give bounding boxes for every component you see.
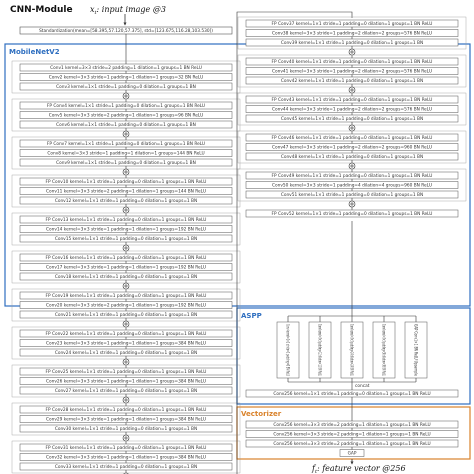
left-layer: Conv3 kernel=1×1 stride=1 padding=0 dilation=1 groups=1 BN (56, 85, 196, 90)
left-layer: Conv2 kernel=3×3 stride=1 padding=1 dilation=1 groups=32 BN ReLU (48, 75, 204, 81)
left-layer: Conv27 kernel=1×1 stride=1 padding=0 dilation=1 groups=1 BN (54, 389, 198, 394)
aspp-branch-label: Conv kernel=3×3 padding=24 dilation=24 BN ReLU (348, 324, 354, 437)
left-layer: Conv12 kernel=1×1 stride=1 padding=0 dilation=1 groups=1 BN (54, 199, 198, 204)
left-layer: Conv18 kernel=1×1 stride=1 padding=0 dilation=1 groups=1 BN (54, 275, 198, 280)
aspp-branch-label: Conv kernel=1×1 stride=1 padding=0 BN ReLU (284, 324, 290, 427)
left-layer: FP Conv13 kernel=1×1 stride=1 padding=0 dilation=1 groups=1 BN ReLU (45, 218, 207, 223)
vectorizer-label: Vectorizer (241, 410, 282, 418)
right-layer: Conv41 kernel=3×3 stride=1 padding=2 dilation=2 groups=576 BN ReLU (272, 69, 432, 75)
right-column-layers (238, 17, 466, 217)
right-layer: FP Conv37 kernel=1×1 stride=1 padding=0 dilation=1 groups=1 BN ReLU (271, 22, 433, 27)
right-layer: Conv45 kernel=1×1 stride=1 padding=0 dilation=1 groups=1 BN (280, 117, 424, 122)
left-layer: Conv9 kernel=1×1 stride=1 padding=0 dilation=1 groups=1 BN (56, 161, 196, 166)
gap-layer: GAP (347, 451, 357, 457)
left-layer: Conv8 kernel=3×3 stride=1 padding=1 dilation=1 groups=144 BN ReLU (47, 151, 205, 157)
aspp-branch-label: GAP Conv1×1 BN ReLU Upsample (412, 324, 418, 397)
aspp-out-layer: Conv256 kernel=1×1 stride=1 padding=0 dilation=1 groups=1 BN ReLU (273, 392, 431, 397)
right-layer: Conv51 kernel=1×1 stride=1 padding=0 dilation=1 groups=1 BN (280, 193, 424, 198)
right-layer: FP Conv52 kernel=1×1 stride=1 padding=0 dilation=1 groups=1 BN ReLU (271, 212, 433, 217)
left-layer: Conv11 kernel=3×3 stride=2 padding=1 dilation=1 groups=144 BN ReLU (46, 189, 206, 195)
vectorizer-layers (246, 397, 458, 457)
left-layer: Conv24 kernel=1×1 stride=1 padding=0 dilation=1 groups=1 BN (54, 351, 198, 356)
module-title: CNN-Module (10, 5, 73, 15)
left-layer: Conv21 kernel=1×1 stride=1 padding=0 dilation=1 groups=1 BN (54, 313, 198, 318)
right-layer: FP Conv46 kernel=1×1 stride=1 padding=0 dilation=1 groups=1 BN ReLU (271, 136, 433, 141)
left-layer: FP Conv19 kernel=1×1 stride=1 padding=0 dilation=1 groups=1 BN ReLU (45, 294, 207, 299)
aspp-branch-label: Conv kernel=3×3 padding=36 dilation=36 BN ReLU (380, 324, 386, 437)
left-layer: Conv6 kernel=1×1 stride=1 padding=0 dilation=1 groups=1 BN (56, 123, 196, 128)
left-layer: Conv1 kernel=3×3 stride=2 padding=1 dilation=1 groups=1 BN ReLU (50, 66, 202, 71)
left-layer: FP Conv22 kernel=1×1 stride=1 padding=0 dilation=1 groups=1 BN ReLU (45, 332, 207, 337)
input-label (90, 5, 166, 16)
left-layer: Conv26 kernel=3×3 stride=1 padding=1 dilation=1 groups=384 BN ReLU (46, 379, 206, 385)
right-layer: Conv39 kernel=1×1 stride=1 padding=0 dilation=1 groups=1 BN (280, 41, 424, 46)
right-layer: Conv47 kernel=3×3 stride=1 padding=2 dilation=2 groups=960 BN ReLU (272, 145, 432, 151)
right-layer: Conv44 kernel=3×3 stride=1 padding=2 dilation=2 groups=576 BN ReLU (272, 107, 432, 113)
left-layer: Conv32 kernel=3×3 stride=1 padding=1 dilation=1 groups=384 BN ReLU (46, 455, 206, 461)
output-label (311, 464, 406, 474)
svg-text:xt: input image @3: $x_t$: input image @3 (90, 5, 166, 16)
left-layer: Conv20 kernel=3×3 stride=2 padding=1 dilation=1 groups=192 BN ReLU (46, 303, 206, 309)
left-layer: Conv14 kernel=3×3 stride=1 padding=1 dilation=1 groups=192 BN ReLU (46, 227, 206, 233)
left-layer: Conv29 kernel=3×3 stride=1 padding=1 dilation=1 groups=384 BN ReLU (46, 417, 206, 423)
left-layer: FP Conv16 kernel=1×1 stride=1 padding=0 dilation=1 groups=1 BN ReLU (45, 256, 207, 261)
left-layer: FP Conv25 kernel=1×1 stride=1 padding=0 dilation=1 groups=1 BN ReLU (45, 370, 207, 375)
left-layer: Conv15 kernel=1×1 stride=1 padding=0 dilation=1 groups=1 BN (54, 237, 198, 242)
vectorizer-layer: Conv256 kernel=3×3 stride=2 padding=1 dilation=1 groups=1 BN ReLU (273, 423, 431, 428)
vectorizer-layer: Conv256 kernel=3×3 stride=2 padding=1 dilation=1 groups=1 BN ReLU (273, 442, 431, 447)
concat-label: concat (355, 384, 370, 389)
right-layer: FP Conv43 kernel=1×1 stride=1 padding=0 dilation=1 groups=1 BN ReLU (271, 98, 433, 103)
left-layer: FP Conv31 kernel=1×1 stride=1 padding=0 dilation=1 groups=1 BN ReLU (45, 446, 207, 451)
aspp-branch-label: Conv kernel=3×3 padding=12 dilation=12 BN ReLU (316, 324, 322, 437)
left-layer: Conv23 kernel=3×3 stride=1 padding=1 dilation=1 groups=384 BN ReLU (46, 341, 206, 347)
left-layer: Conv17 kernel=3×3 stride=1 padding=1 dilation=1 groups=192 BN ReLU (46, 265, 206, 271)
left-layer: Conv33 kernel=1×1 stride=1 padding=0 dilation=1 groups=1 BN (54, 465, 198, 470)
left-layer: FP Conv10 kernel=1×1 stride=1 padding=0 dilation=1 groups=1 BN ReLU (45, 180, 207, 185)
normalization-text: Standardization(mean=[58.395,57.120,57.375], std=[123.675,116.28,103.530]) (39, 29, 213, 35)
right-layer: Conv38 kernel=3×3 stride=1 padding=2 dilation=2 groups=576 BN ReLU (272, 31, 432, 37)
mobilenetv2-label: MobileNetV2 (9, 48, 60, 56)
left-layer: FP Conv28 kernel=1×1 stride=1 padding=0 dilation=1 groups=1 BN ReLU (45, 408, 207, 413)
aspp-label: ASPP (241, 312, 262, 320)
right-layer: Conv48 kernel=1×1 stride=1 padding=0 dilation=1 groups=1 BN (280, 155, 424, 160)
vectorizer-layer: Conv256 kernel=3×3 stride=2 padding=1 dilation=1 groups=1 BN ReLU (273, 432, 431, 438)
right-layer: FP Conv49 kernel=1×1 stride=1 padding=0 dilation=1 groups=1 BN ReLU (271, 174, 433, 179)
left-layer: Conv30 kernel=1×1 stride=1 padding=0 dilation=1 groups=1 BN (54, 427, 198, 432)
right-layer: Conv42 kernel=1×1 stride=1 padding=0 dilation=1 groups=1 BN (280, 79, 424, 84)
svg-text:ft: feature vector @256: $f_t$: feature vector @256 (312, 464, 406, 474)
right-layer: Conv50 kernel=3×3 stride=1 padding=4 dilation=4 groups=960 BN ReLU (272, 183, 432, 189)
left-layer: FP Conv7 kernel=1×1 stride=1 padding=0 dilation=1 groups=1 BN ReLU (46, 142, 206, 147)
left-layer: Conv5 kernel=3×3 stride=2 padding=1 dilation=1 groups=96 BN ReLU (48, 113, 204, 119)
left-layer: FP Conv4 kernel=1×1 stride=1 padding=0 dilation=1 groups=1 BN ReLU (46, 104, 206, 109)
right-layer: FP Conv40 kernel=1×1 stride=1 padding=0 dilation=1 groups=1 BN ReLU (271, 60, 433, 65)
